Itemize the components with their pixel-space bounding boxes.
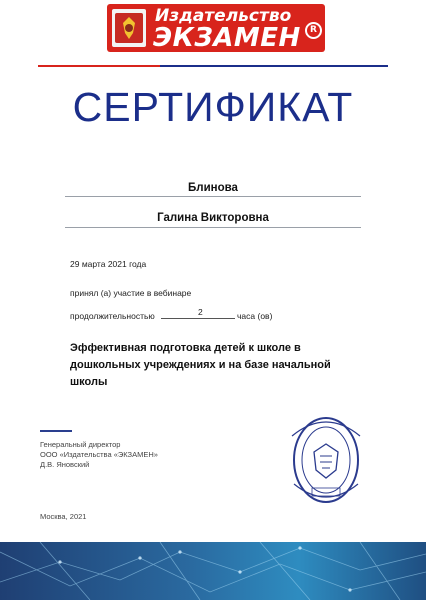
course-title: Эффективная подготовка детей к школе в дошкольных учреждениях и на базе начальной школы [70,342,331,388]
signatory-name: Д.В. Яновский [40,460,90,469]
decorative-footer-band [0,542,426,600]
place-year: Москва, 2021 [40,512,87,521]
certificate-date: 29 марта 2021 года [70,259,147,269]
duration-underline [161,318,235,319]
signatory-position: Генеральный директор [40,440,121,449]
top-divider-blue [160,65,388,67]
signature-line [40,430,72,432]
given-names: Галина Викторовна [157,212,269,224]
surname-underline [65,196,361,197]
publisher-logo [107,4,325,52]
signatory-organization: ООО «Издательства «ЭКЗАМЕН» [40,450,158,459]
given-names-underline [65,227,361,228]
participation-text: принял (а) участие в вебинаре [70,288,192,298]
official-stamp [286,410,366,510]
logo-line1: Издательство [155,6,292,26]
surname: Блинова [188,182,238,194]
coat-of-arms-icon [112,9,146,47]
duration-label: продолжительностью [70,311,155,321]
top-divider-red [38,65,160,67]
logo-line2: ЭКЗАМЕН [153,23,301,53]
duration-value: 2 [198,307,203,317]
duration-unit: часа (ов) [237,311,273,321]
certificate-title: СЕРТИФИКАТ [72,84,354,130]
registered-mark: R [305,22,322,39]
signatory [40,440,158,470]
